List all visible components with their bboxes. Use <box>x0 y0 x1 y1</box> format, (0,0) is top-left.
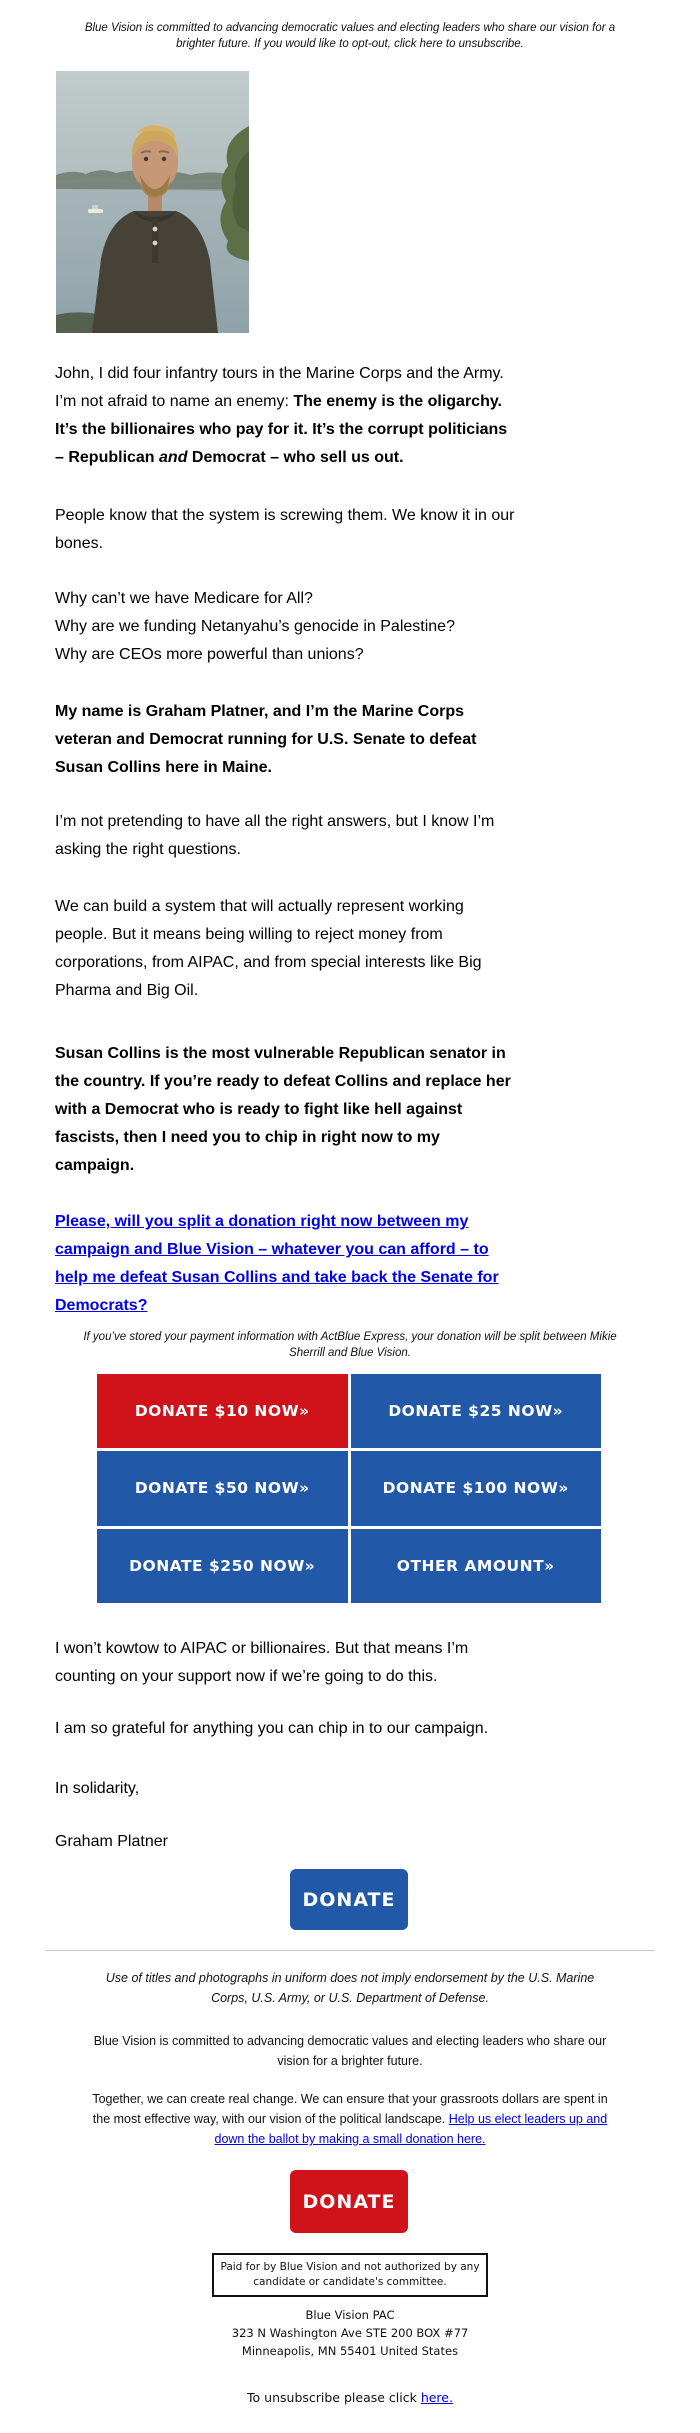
donate-grid <box>97 1374 601 1603</box>
uniform-disclaimer-line2: Corps, U.S. Army, or U.S. Department of Defense. <box>211 1991 489 2005</box>
paragraph-build-system-line2: people. But it means being willing to reject money from <box>55 926 443 943</box>
paragraph-my-name-line3: Susan Collins here in Maine. <box>55 759 272 776</box>
mission-statement-line1: Blue Vision is committed to advancing democratic values and electing leaders who share our <box>93 2034 607 2048</box>
paragraph-intro-line2-normal: I’m not afraid to name an enemy: <box>55 393 294 410</box>
paid-for-line1: Paid for by Blue Vision and not authorized by any <box>220 2261 480 2273</box>
together-paragraph-line2: the most effective way, with our vision of the political landscape. <box>92 2112 449 2126</box>
paragraph-system <box>55 502 635 558</box>
paragraph-grateful: I am so grateful for anything you can chip in to our campaign. <box>55 1720 489 1737</box>
unsubscribe-row <box>50 2390 650 2405</box>
paragraph-right-questions <box>55 808 635 864</box>
paragraph-system-line2: bones. <box>55 535 104 552</box>
candidate-photo-illustration <box>56 71 249 333</box>
org-address <box>50 2306 650 2360</box>
paragraph-intro-line4-and: and <box>159 449 188 466</box>
org-street: 323 N Washington Ave STE 200 BOX #77 <box>231 2326 469 2340</box>
signoff: In solidarity, <box>55 1780 140 1797</box>
split-donation-link-line1[interactable]: Please, will you split a donation right now between my <box>55 1213 469 1230</box>
paragraph-kowtow-line2: counting on your support now if we’re going to do this. <box>55 1668 438 1685</box>
header-disclaimer <box>50 20 650 52</box>
question-funding: Why are we funding Netanyahu’s genocide in Palestine? <box>55 618 455 635</box>
together-paragraph <box>50 2089 650 2149</box>
paragraph-right-questions-line1: I’m not pretending to have all the right answers, but I know I’m <box>55 813 495 830</box>
split-donation-link-line2[interactable]: campaign and Blue Vision – whatever you can afford – to <box>55 1241 489 1258</box>
donate-button-other[interactable]: OTHER AMOUNT» <box>351 1529 602 1603</box>
paragraph-build-system-line1: We can build a system that will actually represent working <box>55 898 464 915</box>
signature: Graham Platner <box>55 1833 168 1850</box>
paragraph-intro-line1: John, I did four infantry tours in the Marine Corps and the Army. <box>55 365 504 382</box>
uniform-disclaimer <box>50 1968 650 2008</box>
paragraph-intro-line2-bold: The enemy is the oligarchy. <box>293 393 502 410</box>
paragraph-my-name-line1: My name is Graham Platner, and I’m the Marine Corps <box>55 703 465 720</box>
paragraph-right-questions-line2: asking the right questions. <box>55 841 241 858</box>
question-medicare: Why can’t we have Medicare for All? <box>55 590 313 607</box>
split-donation-link-line4[interactable]: Democrats? <box>55 1297 148 1314</box>
donate-button-50[interactable]: DONATE $50 NOW» <box>97 1451 348 1525</box>
paragraph-intro-line3: It’s the billionaires who pay for it. It’s the corrupt politicians <box>55 421 508 438</box>
org-city: Minneapolis, MN 55401 United States <box>241 2344 459 2358</box>
paragraph-my-name-line2: veteran and Democrat running for U.S. Senate to defeat <box>55 731 477 748</box>
paragraph-kowtow <box>55 1635 635 1691</box>
donate-button-primary[interactable]: DONATE <box>290 1869 408 1930</box>
unsubscribe-text: To unsubscribe please click <box>247 2390 421 2405</box>
actblue-split-note <box>50 1330 650 1361</box>
donate-button-secondary[interactable]: DONATE <box>290 2170 408 2233</box>
paragraph-system-line1: People know that the system is screwing them. We know it in our <box>55 507 515 524</box>
together-paragraph-line1: Together, we can create real change. We can ensure that your grassroots dollars are spent in <box>92 2092 608 2106</box>
paragraph-collins-line1: Susan Collins is the most vulnerable Republican senator in <box>55 1045 506 1062</box>
mission-statement-line2: vision for a brighter future. <box>277 2054 423 2068</box>
paragraph-collins-line4: fascists, then I need you to chip in right now to my <box>55 1129 440 1146</box>
header-disclaimer-line2: brighter future. If you would like to opt-out, click here to unsubscribe. <box>176 38 524 50</box>
paragraph-build-system <box>55 893 635 1005</box>
paragraph-collins-line3: with a Democrat who is ready to fight like hell against <box>55 1101 463 1118</box>
paragraph-intro <box>55 360 635 472</box>
split-donation-link-line3[interactable]: help me defeat Susan Collins and take back the Senate for <box>55 1269 499 1286</box>
donate-button-10[interactable]: DONATE $10 NOW» <box>97 1374 348 1448</box>
uniform-disclaimer-line1: Use of titles and photographs in uniform does not imply endorsement by the U.S. Marine <box>105 1971 595 1985</box>
actblue-split-note-line2: Sherrill and Blue Vision. <box>289 1346 411 1359</box>
paid-for-line2: candidate or candidate's committee. <box>253 2276 447 2288</box>
paragraph-collins <box>55 1040 635 1180</box>
paragraph-build-system-line4: Pharma and Big Oil. <box>55 982 199 999</box>
paragraph-kowtow-line1: I won’t kowtow to AIPAC or billionaires. But that means I’m <box>55 1640 469 1657</box>
donate-button-25[interactable]: DONATE $25 NOW» <box>351 1374 602 1448</box>
org-name: Blue Vision PAC <box>305 2308 395 2322</box>
donate-button-250[interactable]: DONATE $250 NOW» <box>97 1529 348 1603</box>
actblue-split-note-line1: If you’ve stored your payment information with ActBlue Express, your donation will be split between Mikie <box>83 1331 617 1343</box>
mission-statement <box>50 2031 650 2071</box>
donate-button-100[interactable]: DONATE $100 NOW» <box>351 1451 602 1525</box>
question-ceos: Why are CEOs more powerful than unions? <box>55 646 364 663</box>
paragraph-intro-line4c: Democrat – who sell us out. <box>187 449 404 466</box>
header-disclaimer-line1: Blue Vision is committed to advancing democratic values and electing leaders who share our vision for a <box>84 22 616 34</box>
split-donation-link[interactable] <box>55 1208 635 1320</box>
paid-for-disclaimer-box <box>212 2253 488 2297</box>
paragraph-collins-line2: the country. If you’re ready to defeat Collins and replace her <box>55 1073 511 1090</box>
unsubscribe-link[interactable]: here. <box>420 2390 453 2405</box>
paragraph-build-system-line3: corporations, from AIPAC, and from special interests like Big <box>55 954 482 971</box>
small-donation-link-part2[interactable]: down the ballot by making a small donation here. <box>214 2132 486 2146</box>
paragraph-collins-line5: campaign. <box>55 1157 135 1174</box>
paragraph-my-name <box>55 698 635 782</box>
small-donation-link-part1[interactable]: Help us elect leaders up and <box>448 2112 608 2126</box>
paragraph-questions <box>55 585 635 669</box>
candidate-photo <box>56 71 249 333</box>
paragraph-intro-line4a: – Republican <box>55 449 160 466</box>
footer-divider <box>45 1950 655 1951</box>
